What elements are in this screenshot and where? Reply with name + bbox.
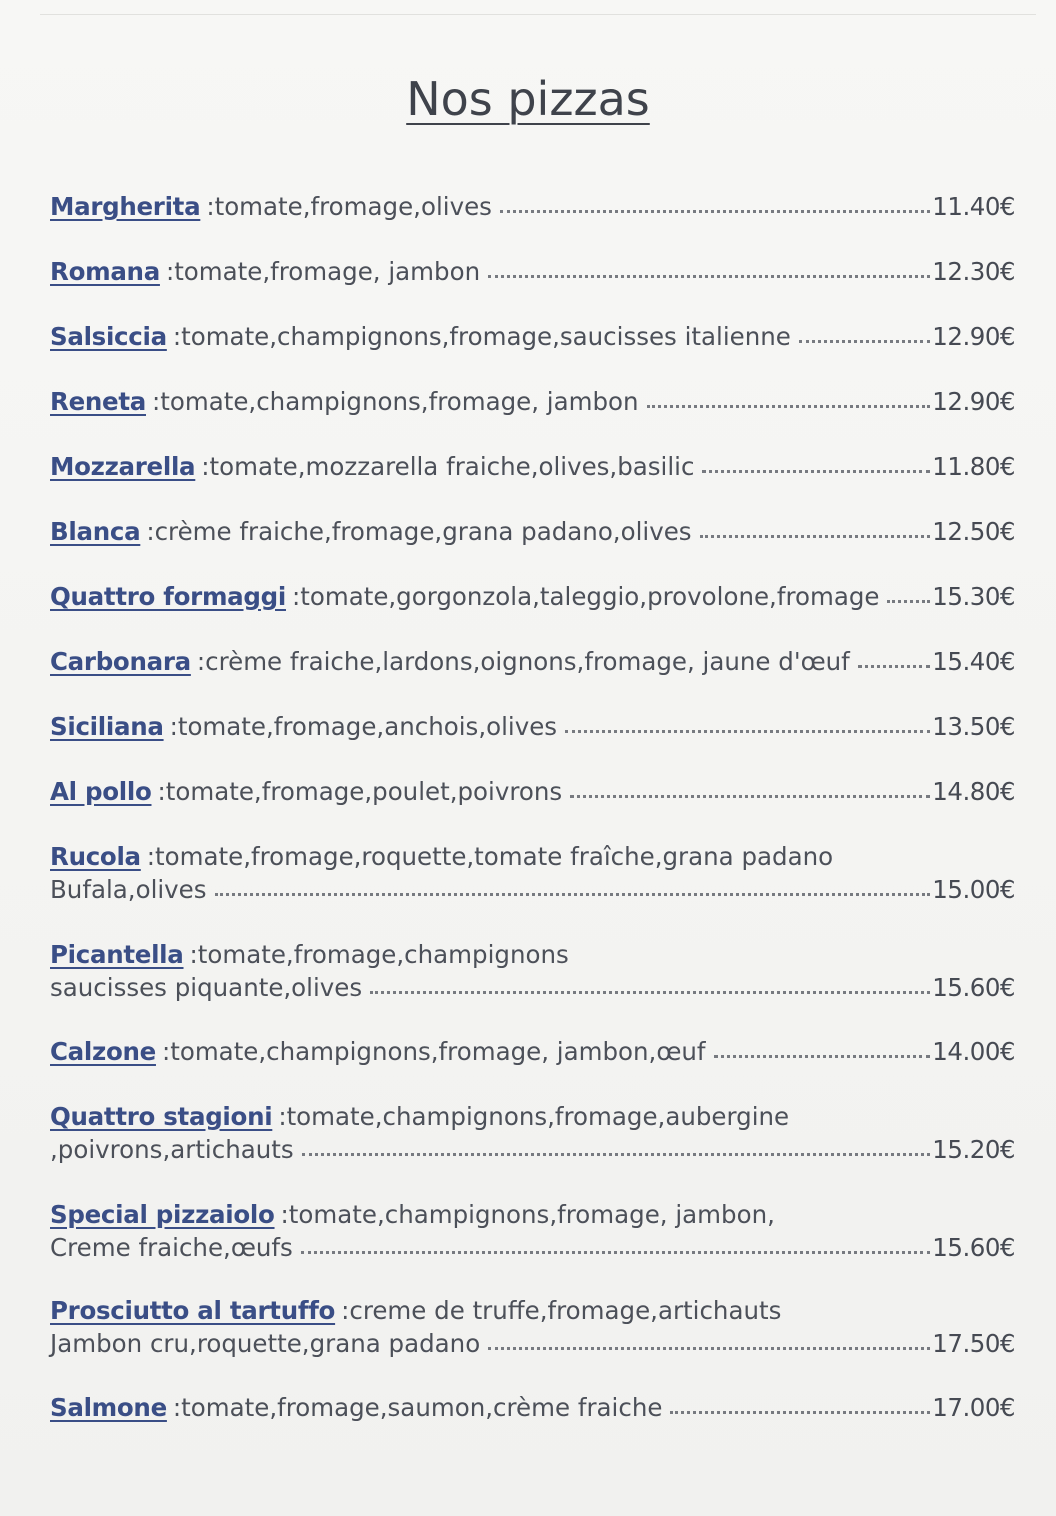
item-name: Special pizzaiolo: [50, 1200, 275, 1229]
item-name: Picantella: [50, 940, 184, 969]
menu-item-margherita: [50, 190, 1015, 223]
leader-dots: [488, 271, 930, 278]
item-description: :tomate,fromage, jambon: [165, 257, 481, 286]
item-name: Carbonara: [50, 647, 191, 676]
leader-dots: [714, 1051, 931, 1058]
item-description: :tomate,champignons,fromage, jambon: [152, 387, 639, 416]
menu-item-prosciutto-al-tartuffo: [50, 1294, 1015, 1360]
item-price: 12.30€: [932, 257, 1015, 286]
menu-item-salsiccia: [50, 320, 1015, 353]
leader-dots: [215, 889, 931, 896]
item-name: Calzone: [50, 1037, 156, 1066]
item-price: 12.50€: [932, 517, 1015, 546]
leader-dots: [302, 1149, 931, 1156]
item-description: :tomate,fromage,anchois,olives: [169, 712, 558, 741]
item-description-continued: Bufala,olives: [50, 875, 207, 904]
item-description-continued: saucisses piquante,olives: [50, 973, 363, 1002]
item-description: :crème fraiche,fromage,grana padano,olives: [146, 517, 692, 546]
item-description: :crème fraiche,lardons,oignons,fromage, jaune d'œuf: [196, 647, 850, 676]
menu-item-special-pizzaiolo: [50, 1198, 1015, 1264]
leader-dots: [799, 336, 930, 343]
leader-dots: [702, 466, 930, 473]
item-description: :tomate,champignons,fromage,saucisses italienne: [172, 322, 791, 351]
menu-item-romana: [50, 255, 1015, 288]
leader-dots: [887, 596, 930, 603]
item-description: :tomate,fromage,roquette,tomate fraîche,grana padano: [146, 842, 834, 871]
item-price: 15.20€: [932, 1135, 1015, 1164]
item-name: Salsiccia: [50, 322, 167, 351]
menu-item-rucola: [50, 840, 1015, 906]
leader-dots: [301, 1247, 930, 1254]
item-description-continued: Creme fraiche,œufs: [50, 1233, 293, 1262]
menu-item-salmone: [50, 1391, 1015, 1424]
item-description: :tomate,champignons,fromage, jambon,œuf: [161, 1037, 706, 1066]
item-description: :tomate,fromage,olives: [206, 192, 492, 221]
leader-dots: [670, 1407, 930, 1414]
item-price: 15.60€: [932, 973, 1015, 1002]
item-name: Siciliana: [50, 712, 164, 741]
item-price: 14.00€: [932, 1037, 1015, 1066]
menu-item-reneta: [50, 385, 1015, 418]
item-description: :tomate,mozzarella fraiche,olives,basilic: [201, 452, 695, 481]
item-description-continued: Jambon cru,roquette,grana padano: [50, 1329, 481, 1358]
item-name: Prosciutto al tartuffo: [50, 1296, 336, 1325]
menu-item-picantella: [50, 938, 1015, 1004]
item-name: Salmone: [50, 1393, 167, 1422]
menu-item-quattro-stagioni: [50, 1100, 1015, 1166]
page-title: Nos pizzas: [406, 72, 650, 126]
item-name: Margherita: [50, 192, 201, 221]
item-price: 14.80€: [932, 777, 1015, 806]
item-description: :tomate,gorgonzola,taleggio,provolone,fromage: [291, 582, 880, 611]
item-description: :tomate,fromage,saumon,crème fraiche: [172, 1393, 663, 1422]
item-price: 12.90€: [932, 322, 1015, 351]
item-name: Mozzarella: [50, 452, 196, 481]
menu-item-al-pollo: [50, 775, 1015, 808]
leader-dots: [858, 661, 930, 668]
leader-dots: [700, 531, 931, 538]
menu-item-carbonara: [50, 645, 1015, 678]
menu-item-blanca: [50, 515, 1015, 548]
leader-dots: [488, 1343, 930, 1350]
item-price: 15.30€: [932, 582, 1015, 611]
item-price: 11.80€: [932, 452, 1015, 481]
item-price: 15.60€: [932, 1233, 1015, 1262]
item-price: 17.50€: [932, 1329, 1015, 1358]
item-price: 11.40€: [932, 192, 1015, 221]
item-name: Quattro formaggi: [50, 582, 286, 611]
menu-item-calzone: [50, 1035, 1015, 1068]
leader-dots: [565, 726, 930, 733]
item-price: 15.00€: [932, 875, 1015, 904]
item-name: Rucola: [50, 842, 141, 871]
item-description: :tomate,champignons,fromage,aubergine: [278, 1102, 790, 1131]
item-description-continued: ,poivrons,artichauts: [50, 1135, 294, 1164]
item-name: Blanca: [50, 517, 141, 546]
leader-dots: [647, 401, 931, 408]
item-description: :tomate,fromage,champignons: [189, 940, 569, 969]
paper-edge: [40, 14, 1036, 15]
item-name: Reneta: [50, 387, 146, 416]
item-price: 15.40€: [932, 647, 1015, 676]
leader-dots: [570, 791, 930, 798]
item-description: :creme de truffe,fromage,artichauts: [341, 1296, 782, 1325]
item-price: 17.00€: [932, 1393, 1015, 1422]
item-price: 13.50€: [932, 712, 1015, 741]
menu-item-mozzarella: [50, 450, 1015, 483]
item-description: :tomate,champignons,fromage, jambon,: [280, 1200, 775, 1229]
leader-dots: [500, 206, 930, 213]
item-name: Quattro stagioni: [50, 1102, 273, 1131]
menu-item-quattro-formaggi: [50, 580, 1015, 613]
item-price: 12.90€: [932, 387, 1015, 416]
leader-dots: [370, 987, 930, 994]
item-description: :tomate,fromage,poulet,poivrons: [157, 777, 563, 806]
item-name: Romana: [50, 257, 160, 286]
menu-item-siciliana: [50, 710, 1015, 743]
item-name: Al pollo: [50, 777, 152, 806]
